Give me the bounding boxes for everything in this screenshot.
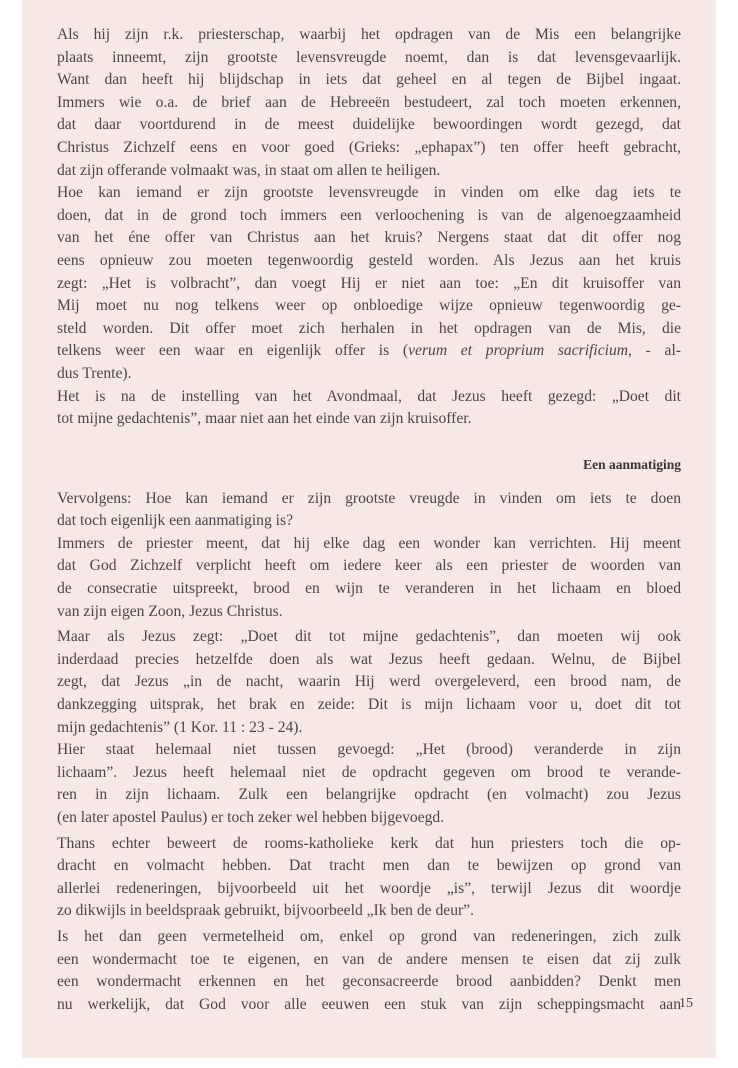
text-line: nu werkelijk, dat God voor alle eeuwen een stuk van zijn scheppingsmacht aan [57, 995, 681, 1013]
paragraph-4 [57, 488, 681, 533]
text-line: dat daar voortdurend in de meest duidelijke bewoordingen wordt gezegd, dat [57, 116, 681, 134]
text-line: dat God Zichzelf verplicht heeft om iedere keer als een priester de woorden van [57, 557, 681, 575]
paragraph-6 [57, 626, 681, 739]
text-line: een wondermacht toe te eigenen, en van de andere mensen te eisen dat zij zulk [57, 950, 681, 968]
text-line: Thans echter beweert de rooms-katholieke kerk dat hun priesters toch die op- [57, 834, 681, 852]
paragraph-8 [57, 833, 681, 923]
paragraph-1 [57, 24, 681, 182]
paragraph-9 [57, 926, 681, 1016]
text-line: Is het dan geen vermetelheid om, enkel op grond van redeneringen, zich zulk [57, 927, 681, 945]
text-line: steld worden. Dit offer moet zich herhalen in het opdragen van de Mis, die [57, 319, 681, 337]
text-line: ren in zijn lichaam. Zulk een belangrijke opdracht (en volmacht) zou Jezus [57, 786, 681, 804]
text-line: dracht en volmacht hebben. Dat tracht men dan te bewijzen op grond van [57, 857, 681, 875]
text-line: inderdaad precies hetzelfde doen als wat Jezus heeft gedaan. Welnu, de Bijbel [57, 650, 681, 668]
paragraph-7 [57, 739, 681, 829]
text-line: Mij moet nu nog telkens weer op onbloedige wijze opnieuw tegenwoordig ge- [57, 297, 681, 315]
text-line: Immers wie o.a. de brief aan de Hebreeën bestudeert, zal toch moeten erkennen, [57, 93, 681, 111]
page-body-text [57, 24, 681, 1016]
text-line: Maar als Jezus zegt: „Doet dit tot mijne gedachtenis”, dan moeten wij ook [57, 628, 681, 646]
text-line: tot mijne gedachtenis”, maar niet aan het einde van zijn kruisoffer. [57, 410, 472, 428]
text-line: lichaam”. Jezus heeft helemaal niet de opdracht gegeven om brood te verande- [57, 763, 681, 781]
text-line: van zijn eigen Zoon, Jezus Christus. [57, 602, 283, 620]
latin-phrase: verum et proprium sacrificium [408, 342, 629, 360]
text-line: plaats inneemt, zijn grootste levensvreugde noemt, dan is dat levensgevaarlijk. [57, 48, 681, 66]
section-heading-container [57, 431, 681, 488]
text-line: Want dan heeft hij blijdschap in iets dat geheel en al tegen de Bijbel ingaat. [57, 71, 681, 89]
text-run: telkens weer een waar en eigenlijk offer is ( [57, 342, 409, 360]
text-line: eens opnieuw zou moeten tegenwoordig gesteld worden. Als Jezus aan het kruis [57, 251, 681, 269]
text-line: de consecratie uitspreekt, brood en wijn te veranderen in het lichaam en bloed [57, 580, 681, 598]
text-line-with-latin-quote [57, 340, 681, 363]
text-line: van het éne offer van Christus aan het kruis? Nergens staat dat dit offer nog [57, 229, 681, 247]
text-line: Hoe kan iemand er zijn grootste levensvreugde in vinden om elke dag iets te [57, 184, 681, 202]
text-line: dankzegging uitsprak, het brak en zeide: Dit is mijn lichaam voor u, doet dit tot [57, 696, 681, 714]
text-line: Het is na de instelling van het Avondmaal, dat Jezus heeft gezegd: „Doet dit [57, 387, 681, 405]
text-line: Hier staat helemaal niet tussen gevoegd: „Het (brood) veranderde in zijn [57, 741, 681, 759]
text-line: (en later apostel Paulus) er toch zeker wel hebben bijgevoegd. [57, 809, 445, 826]
paragraph-2 [57, 182, 681, 385]
text-run: , - al- [628, 342, 682, 360]
text-line: Christus Zichzelf eens en voor goed (Grieks: „ephapax”) ten offer heeft gebracht, [57, 138, 681, 156]
text-line: Als hij zijn r.k. priesterschap, waarbij het opdragen van de Mis een belangrijke [57, 26, 681, 43]
text-line: Immers de priester meent, dat hij elke dag een wonder kan verrichten. Hij meent [57, 534, 681, 552]
page-number: 15 [679, 996, 693, 1011]
text-line: een wondermacht erkennen en het geconsacreerde brood aanbidden? Denkt men [57, 973, 681, 991]
text-line: Vervolgens: Hoe kan iemand er zijn grootste vreugde in vinden om iets te doen [57, 489, 681, 507]
section-heading: Een aanmatiging [583, 456, 681, 472]
text-line: mijn gedachtenis” (1 Kor. 11 : 23 - 24). [57, 718, 303, 736]
text-line: dat toch eigenlijk een aanmatiging is? [57, 512, 293, 530]
text-line: zo dikwijls in beeldspraak gebruikt, bijvoorbeeld „Ik ben de deur”. [57, 902, 475, 920]
text-line: doen, dat in de grond toch immers een verloochening is van de algenoegzaamheid [57, 206, 681, 224]
paragraph-3 [57, 386, 681, 431]
text-line: zegt: „Het is volbracht”, dan voegt Hij er niet aan toe: „En dit kruisoffer van [57, 274, 681, 292]
text-line: dat zijn offerande volmaakt was, in staat om allen te heiligen. [57, 161, 441, 179]
text-line: zegt, dat Jezus „in de nacht, waarin Hij werd overgeleverd, een brood nam, de [57, 673, 681, 691]
text-line: dus Trente). [57, 364, 132, 382]
paragraph-5 [57, 533, 681, 623]
text-line: allerlei redeneringen, bijvoorbeeld uit het woordje „is”, terwijl Jezus dit woordje [57, 879, 681, 897]
